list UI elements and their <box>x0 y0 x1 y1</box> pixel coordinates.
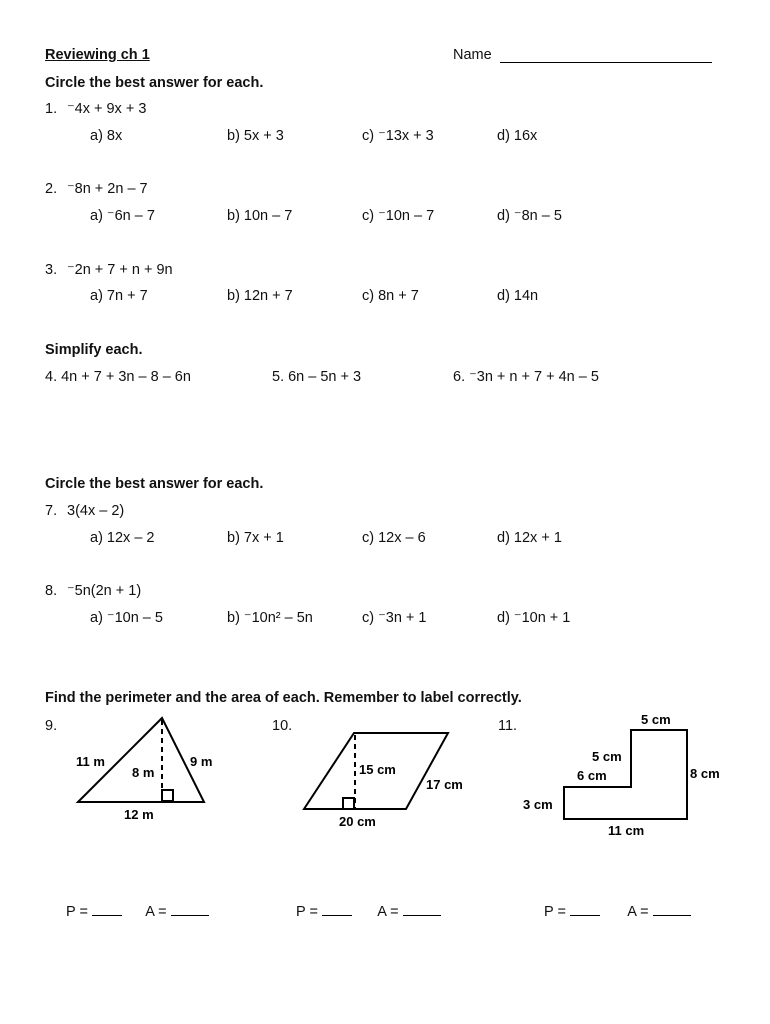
question-2-expression: ⁻8n + 2n – 7 <box>67 181 148 197</box>
perimeter-blank[interactable] <box>322 914 352 916</box>
section4-heading: Find the perimeter and the area of each. Remember to label correctly. <box>45 690 522 706</box>
l-shape-inner-horizontal-label: 6 cm <box>577 768 607 783</box>
answer-row-10 <box>296 904 441 920</box>
question-7-number: 7. <box>45 503 58 519</box>
simplify-item-4: 4. 4n + 7 + 3n – 8 – 6n <box>45 369 191 385</box>
area-label: A = <box>377 904 399 920</box>
triangle-base-label: 12 m <box>124 807 154 822</box>
q3-choice-b[interactable]: b) 12n + 7 <box>227 288 293 304</box>
q3-choice-d[interactable]: d) 14n <box>497 288 539 304</box>
q8-choice-c[interactable]: c) ⁻3n + 1 <box>362 610 427 626</box>
l-shape-bottom-label: 11 cm <box>608 823 645 838</box>
question-1-number: 1. <box>45 101 58 117</box>
q2-choice-d[interactable]: d) ⁻8n – 5 <box>497 208 562 224</box>
area-blank[interactable] <box>403 914 441 916</box>
answer-row-11 <box>544 904 691 920</box>
perimeter-blank[interactable] <box>92 914 122 916</box>
problem-11-number: 11. <box>498 718 518 734</box>
area-label: A = <box>627 904 649 920</box>
q2-choice-a[interactable]: a) ⁻6n – 7 <box>90 208 155 224</box>
q3-choice-c[interactable]: c) 8n + 7 <box>362 288 419 304</box>
triangle-figure <box>70 710 240 830</box>
q8-choice-a[interactable]: a) ⁻10n – 5 <box>90 610 163 626</box>
triangle-right-label: 9 m <box>190 754 213 769</box>
question-7-expression: 3(4x – 2) <box>67 503 125 519</box>
question-3-expression: ⁻2n + 7 + n + 9n <box>67 262 173 278</box>
parallelogram-height-label: 15 cm <box>359 762 396 777</box>
l-shape-left-label: 3 cm <box>523 797 553 812</box>
triangle-left-label: 11 m <box>76 754 105 769</box>
name-label: Name <box>453 47 492 63</box>
q2-choice-b[interactable]: b) 10n – 7 <box>227 208 293 224</box>
area-blank[interactable] <box>653 914 691 916</box>
area-blank[interactable] <box>171 914 209 916</box>
l-shape-inner-vertical-label: 5 cm <box>592 749 622 764</box>
simplify-item-5: 5. 6n – 5n + 3 <box>272 369 362 385</box>
q1-choice-d[interactable]: d) 16x <box>497 128 538 144</box>
l-shape-figure <box>520 708 740 840</box>
perimeter-blank[interactable] <box>570 914 600 916</box>
perimeter-label: P = <box>66 904 88 920</box>
question-3-number: 3. <box>45 262 58 278</box>
q7-choice-c[interactable]: c) 12x – 6 <box>362 530 426 546</box>
q8-choice-b[interactable]: b) ⁻10n² – 5n <box>227 610 313 626</box>
problem-10-number: 10. <box>272 718 293 734</box>
answer-row-9 <box>66 904 209 920</box>
parallelogram-slant-label: 17 cm <box>426 777 463 792</box>
q2-choice-c[interactable]: c) ⁻10n – 7 <box>362 208 435 224</box>
triangle-height-label: 8 m <box>132 765 155 780</box>
simplify-item-6: 6. ⁻3n + n + 7 + 4n – 5 <box>453 369 599 385</box>
section3-heading: Circle the best answer for each. <box>45 476 264 492</box>
q3-choice-a[interactable]: a) 7n + 7 <box>90 288 148 304</box>
q1-choice-b[interactable]: b) 5x + 3 <box>227 128 284 144</box>
question-1-expression: ⁻4x + 9x + 3 <box>67 101 147 117</box>
q8-choice-d[interactable]: d) ⁻10n + 1 <box>497 610 571 626</box>
q7-choice-d[interactable]: d) 12x + 1 <box>497 530 562 546</box>
perimeter-label: P = <box>296 904 318 920</box>
l-shape-top-label: 5 cm <box>641 712 671 727</box>
area-label: A = <box>145 904 167 920</box>
l-shape-right-label: 8 cm <box>690 766 720 781</box>
name-input-line[interactable] <box>500 62 712 63</box>
parallelogram-figure <box>298 725 478 835</box>
q1-choice-a[interactable]: a) 8x <box>90 128 123 144</box>
parallelogram-base-label: 20 cm <box>339 814 376 829</box>
worksheet-title: Reviewing ch 1 <box>45 47 150 63</box>
q7-choice-a[interactable]: a) 12x – 2 <box>90 530 155 546</box>
question-2-number: 2. <box>45 181 58 197</box>
question-8-expression: ⁻5n(2n + 1) <box>67 583 142 599</box>
q7-choice-b[interactable]: b) 7x + 1 <box>227 530 284 546</box>
right-angle-marker <box>343 798 354 809</box>
q1-choice-c[interactable]: c) ⁻13x + 3 <box>362 128 434 144</box>
problem-9-number: 9. <box>45 718 58 734</box>
right-angle-marker <box>162 790 173 801</box>
question-8-number: 8. <box>45 583 58 599</box>
section1-heading: Circle the best answer for each. <box>45 75 264 91</box>
section2-heading: Simplify each. <box>45 342 143 358</box>
perimeter-label: P = <box>544 904 566 920</box>
